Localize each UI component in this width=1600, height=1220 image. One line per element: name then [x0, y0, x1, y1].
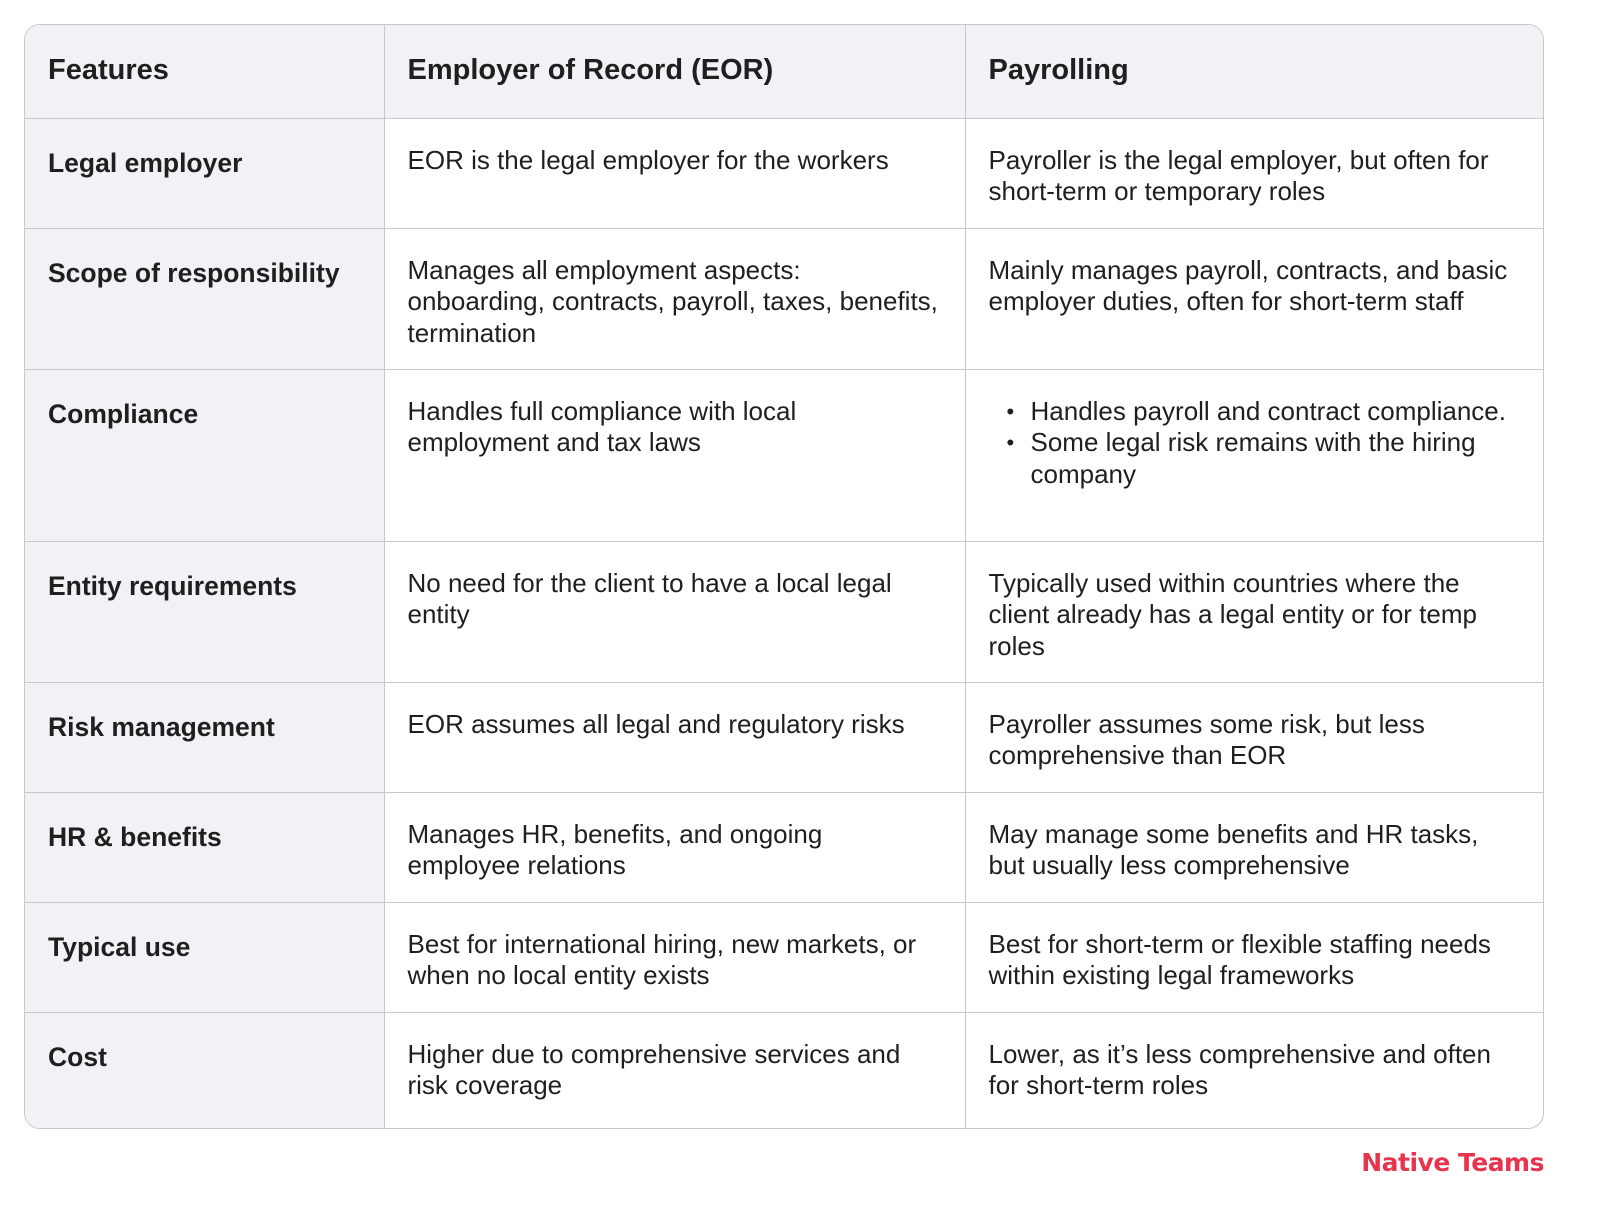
row-eor-cell: No need for the client to have a local legal entity — [384, 541, 965, 682]
payrolling-bullet-list — [989, 396, 1521, 491]
row-feature-label: Legal employer — [25, 118, 384, 228]
table-row — [25, 902, 1543, 1012]
table-row — [25, 1012, 1543, 1128]
row-payrolling-cell: Payroller assumes some risk, but less comprehensive than EOR — [965, 682, 1543, 792]
row-eor-cell: Manages all employment aspects: onboarding, contracts, payroll, taxes, benefits, termination — [384, 228, 965, 369]
row-payrolling-cell: May manage some benefits and HR tasks, but usually less comprehensive — [965, 792, 1543, 902]
header-eor: Employer of Record (EOR) — [384, 25, 965, 118]
row-feature-label: Typical use — [25, 902, 384, 1012]
row-payrolling-cell: Lower, as it’s less comprehensive and often for short-term roles — [988, 1038, 1491, 1100]
row-payrolling-cell: Best for short-term or flexible staffing needs within existing legal frameworks — [965, 902, 1543, 1012]
table-row — [25, 228, 1543, 369]
row-feature-label: Compliance — [25, 369, 384, 541]
table-header-row — [25, 25, 1543, 118]
row-feature-label: HR & benefits — [25, 792, 384, 902]
row-feature-label: Entity requirements — [25, 541, 384, 682]
row-eor-cell: EOR is the legal employer for the workers — [384, 118, 965, 228]
row-payrolling-cell — [965, 369, 1543, 541]
header-payrolling: Payrolling — [965, 25, 1543, 118]
row-payrolling-cell: Mainly manages payroll, contracts, and basic employer duties, often for short-term staff — [965, 228, 1543, 369]
row-eor-cell: Higher due to comprehensive services and risk coverage — [384, 1012, 965, 1128]
row-payrolling-cell: Typically used within countries where the client already has a legal entity or for temp roles — [965, 541, 1543, 682]
row-eor-cell: EOR assumes all legal and regulatory risks — [384, 682, 965, 792]
row-eor-cell: Manages HR, benefits, and ongoing employee relations — [384, 792, 965, 902]
row-eor-cell: Best for international hiring, new markets, or when no local entity exists — [384, 902, 965, 1012]
row-payrolling-cell: Payroller is the legal employer, but often for short-term or temporary roles — [965, 118, 1543, 228]
comparison-table — [24, 24, 1544, 1129]
bullet-item: • Some legal risk remains with the hiring company — [1007, 427, 1521, 490]
row-feature-label: Scope of responsibility — [25, 228, 384, 369]
table-row — [25, 682, 1543, 792]
table-row — [25, 369, 1543, 541]
row-feature-label: Risk management — [25, 682, 384, 792]
table-row — [25, 541, 1543, 682]
row-feature-label: Cost — [25, 1012, 384, 1128]
brand-logo: Native Teams — [1361, 1148, 1544, 1177]
row-eor-cell: Handles full compliance with local employment and tax laws — [384, 369, 965, 541]
table-row — [25, 118, 1543, 228]
header-features: Features — [25, 25, 384, 118]
bullet-item: • Handles payroll and contract compliance. — [1007, 396, 1521, 428]
comparison-grid — [25, 25, 1543, 1128]
table-row — [25, 792, 1543, 902]
